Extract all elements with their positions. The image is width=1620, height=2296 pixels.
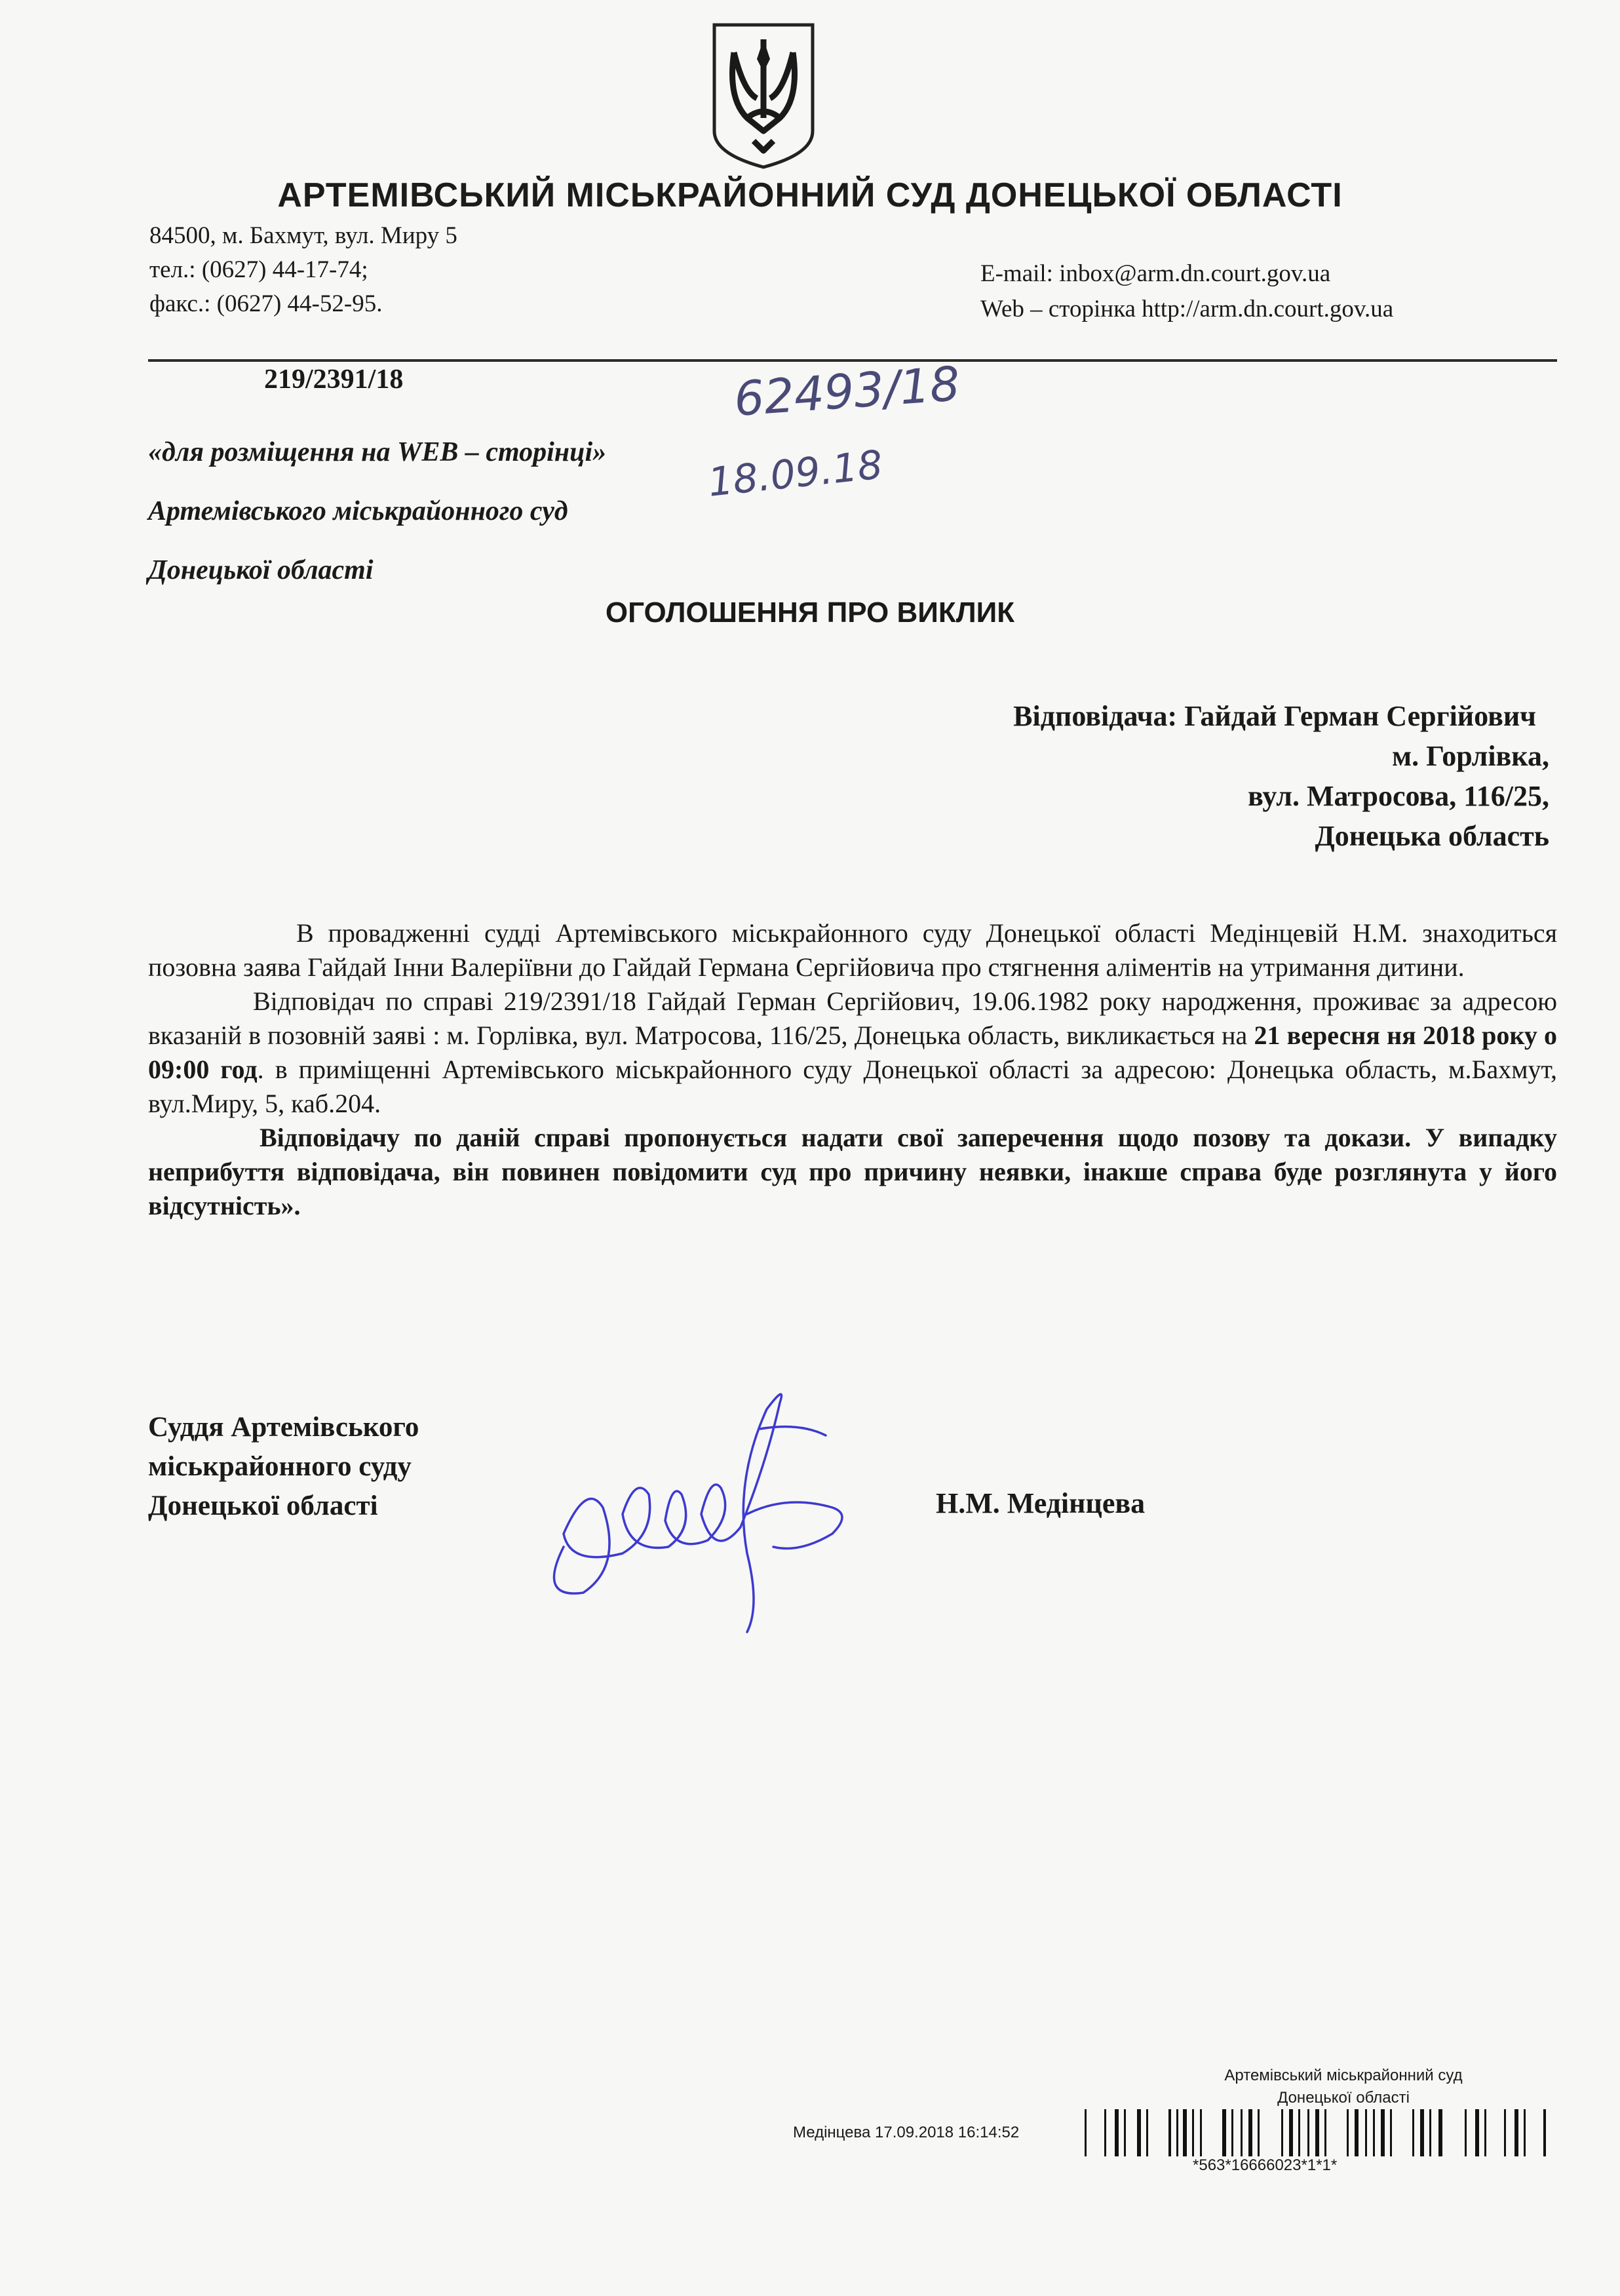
recipient-line1: «для розміщення на WEB – сторінці» xyxy=(148,437,607,467)
document-heading: ОГОЛОШЕННЯ ПРО ВИКЛИК xyxy=(605,596,1015,629)
header-divider xyxy=(148,359,1557,362)
judge-title-line1: Суддя Артемівського xyxy=(148,1412,419,1443)
handwritten-signature xyxy=(524,1383,865,1645)
coat-of-arms-emblem xyxy=(708,20,819,170)
respondent-city: м. Горлівка, xyxy=(1392,740,1549,772)
hearing-date: 21 вересня ня 2018 року о 09:00 год xyxy=(148,1021,1557,1084)
handwritten-reg-number: 62493/18 xyxy=(732,356,962,427)
court-email: E-mail: inbox@arm.dn.court.gov.ua xyxy=(980,260,1331,287)
paragraph-2 xyxy=(148,984,1557,1121)
case-number: 219/2391/18 xyxy=(264,364,404,395)
footer-court-line1: Артемівський міськрайонний суд xyxy=(1224,2067,1463,2084)
footer-court-name xyxy=(1147,2065,1540,2109)
judge-title-line3: Донецької області xyxy=(148,1490,378,1521)
recipient-line2: Артемівського міськрайонного суд xyxy=(148,496,568,526)
paragraph-2-b: . в приміщенні Артемівського міськрайонного суду Донецької області за адресою: Донецька область, м.Бахмут, вул.Миру, 5, каб.204. xyxy=(148,1055,1557,1118)
barcode xyxy=(1085,2109,1550,2156)
handwritten-date: 18.09.18 xyxy=(706,442,885,506)
body-text xyxy=(148,916,1557,1223)
paragraph-1: В провадженні судді Артемівського міськрайонного суду Донецької області Медінцевій Н.М. знаходиться позовна заява Гайдай Інни Валеріївни до Гайдай Германа Сергійовича про стягнення аліментів на утримання дитини. xyxy=(148,918,1557,982)
electronic-stamp: Медінцева 17.09.2018 16:14:52 xyxy=(793,2124,1020,2141)
paragraph-3: Відповідачу по даній справі пропонується надати свої заперечення щодо позову та докази. У випадку неприбуття відповідача, він повинен повідомити суд про причину неявки, інакше справа буде розглянута у його відсутність». xyxy=(148,1123,1557,1220)
barcode-text: *563*16666023*1*1* xyxy=(1193,2156,1338,2174)
court-phone: тел.: (0627) 44-17-74; xyxy=(149,256,368,283)
respondent-name: Відповідача: Гайдай Герман Сергійович xyxy=(1013,700,1536,732)
respondent-region: Донецька область xyxy=(1315,820,1549,852)
respondent-street: вул. Матросова, 116/25, xyxy=(1248,780,1549,812)
judge-title-line2: міськрайонного суду xyxy=(148,1451,412,1482)
court-fax: факс.: (0627) 44-52-95. xyxy=(149,290,383,317)
paragraph-2-a: Відповідач по справі 219/2391/18 Гайдай Герман Сергійович, 19.06.1982 року народження, проживає за адресою вказаній в позовній заяві : м. Горлівка, вул. Матросова, 116/25, Донецька область, викликається на xyxy=(148,986,1557,1050)
court-name: АРТЕМІВСЬКИЙ МІСЬКРАЙОННИЙ СУД ДОНЕЦЬКОЇ ОБЛАСТІ xyxy=(277,176,1343,214)
respondent-block xyxy=(1013,696,1549,856)
court-web: Web – сторінка http://arm.dn.court.gov.ua xyxy=(980,296,1394,322)
judge-title xyxy=(148,1408,419,1526)
recipient-line3: Донецької області xyxy=(148,555,374,585)
footer-court-line2: Донецької області xyxy=(1277,2089,1410,2107)
judge-name: Н.М. Медінцева xyxy=(936,1487,1146,1519)
court-address: 84500, м. Бахмут, вул. Миру 5 xyxy=(149,222,457,249)
